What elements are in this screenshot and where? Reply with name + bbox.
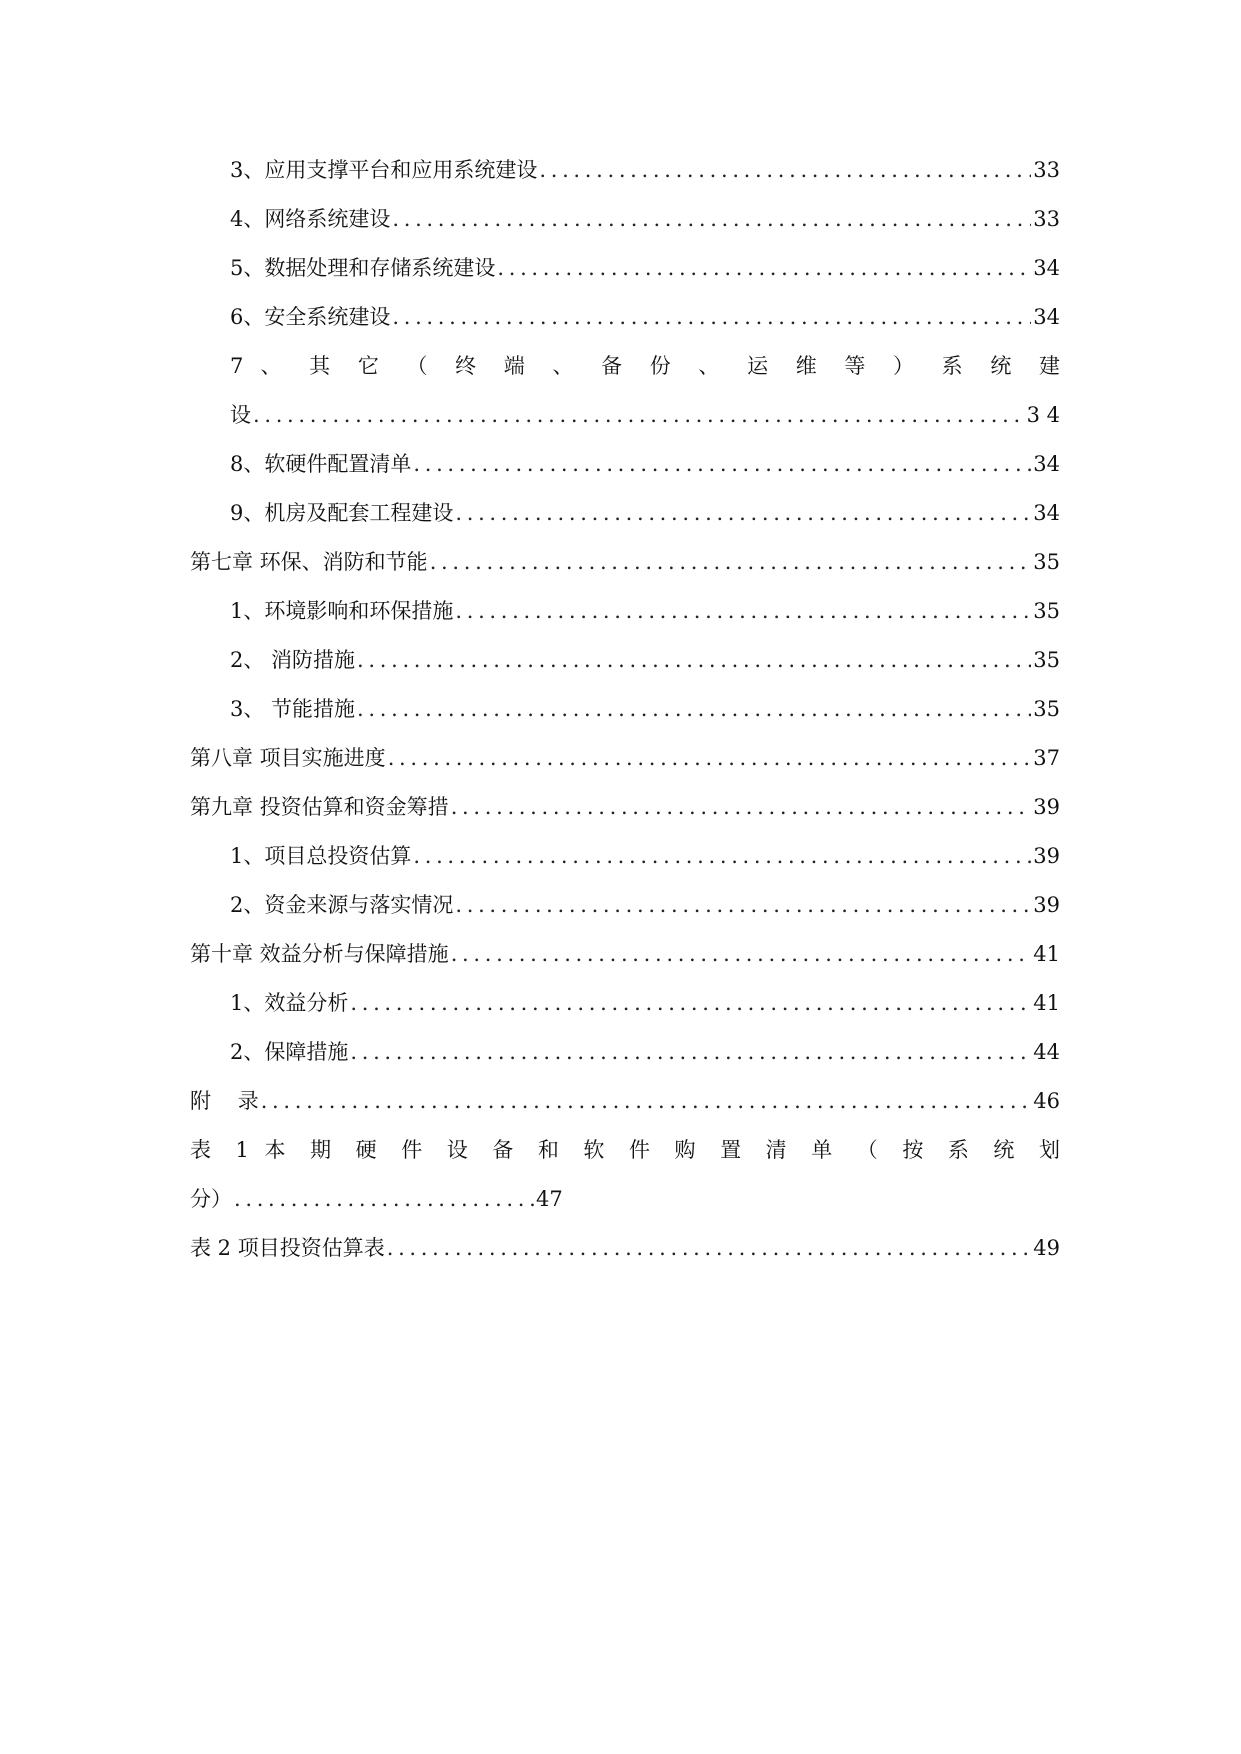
toc-entry[interactable]	[190, 244, 1060, 293]
toc-entry[interactable]	[190, 587, 1060, 636]
toc-entry-title: 1、项目总投资估算	[230, 844, 412, 868]
toc-entry-title: 2、资金来源与落实情况	[230, 893, 454, 917]
toc-entry-title-continued: 分）	[190, 1187, 232, 1211]
toc-entry-page: 46	[1033, 1089, 1060, 1113]
toc-entry-title: 6、安全系统建设	[230, 305, 391, 329]
toc-entry-title: 2、 消防措施	[230, 648, 356, 672]
toc-entry-title: 7 、 其 它 （ 终 端 、 备 份 、 运 维 等 ） 系 统 建	[230, 354, 1060, 378]
toc-dot-leader	[388, 734, 1032, 783]
toc-entry-wrapped-line1[interactable]	[190, 342, 1060, 391]
toc-entry-title: 3、应用支撑平台和应用系统建设	[230, 158, 538, 182]
toc-entry[interactable]	[190, 489, 1060, 538]
toc-entry-page: 33	[1033, 207, 1060, 231]
toc-entry[interactable]	[190, 881, 1060, 930]
toc-entry-wrapped-line1[interactable]	[190, 1126, 1060, 1175]
toc-entry-page: 3 4	[1026, 403, 1060, 427]
toc-entry-page: 35	[1033, 550, 1060, 574]
toc-entry-title: 第七章 环保、消防和节能	[190, 550, 428, 574]
toc-entry-page: 34	[1033, 256, 1060, 280]
toc-dot-leader	[539, 146, 1031, 195]
toc-entry-page: 35	[1033, 697, 1060, 721]
toc-entry-title: 1、效益分析	[230, 991, 349, 1015]
table-of-contents	[190, 146, 1060, 1273]
toc-entry-page: 35	[1033, 648, 1060, 672]
toc-dot-leader	[455, 489, 1031, 538]
toc-dot-leader	[413, 832, 1031, 881]
toc-entry-title: 4、网络系统建设	[230, 207, 391, 231]
toc-entry-page: 39	[1033, 795, 1060, 819]
toc-entry[interactable]	[190, 146, 1060, 195]
toc-dot-leader	[455, 587, 1031, 636]
toc-entry-title: 2、保障措施	[230, 1040, 349, 1064]
toc-entry-page: 34	[1033, 501, 1060, 525]
toc-dot-leader	[455, 881, 1031, 930]
toc-entry[interactable]	[190, 195, 1060, 244]
toc-entry-page: 34	[1033, 305, 1060, 329]
toc-dot-leader	[261, 1077, 1032, 1126]
toc-entry-title: 表 2 项目投资估算表	[190, 1236, 385, 1260]
toc-entry-title: 第八章 项目实施进度	[190, 746, 386, 770]
toc-entry-title: 第九章 投资估算和资金筹措	[190, 795, 449, 819]
toc-entry-title: 5、数据处理和存储系统建设	[230, 256, 496, 280]
toc-dot-leader	[387, 1224, 1032, 1273]
toc-dot-leader	[430, 538, 1032, 587]
toc-chapter-entry[interactable]	[190, 783, 1060, 832]
toc-entry[interactable]	[190, 293, 1060, 342]
toc-dot-leader	[350, 979, 1031, 1028]
toc-entry-page: 41	[1033, 942, 1060, 966]
toc-dot-leader	[357, 685, 1031, 734]
toc-chapter-entry[interactable]	[190, 1077, 1060, 1126]
toc-entry-page: 37	[1033, 746, 1060, 770]
toc-entry-title: 第十章 效益分析与保障措施	[190, 942, 449, 966]
toc-chapter-entry[interactable]	[190, 930, 1060, 979]
toc-entry-title: 表 1 本 期 硬 件 设 备 和 软 件 购 置 清 单 （ 按 系 统 划	[190, 1138, 1060, 1162]
toc-entry-title: 8、软硬件配置清单	[230, 452, 412, 476]
toc-entry[interactable]	[190, 979, 1060, 1028]
toc-entry-page: 39	[1033, 893, 1060, 917]
toc-dot-leader	[357, 636, 1031, 685]
toc-dot-leader	[451, 930, 1032, 979]
toc-entry[interactable]	[190, 636, 1060, 685]
toc-entry-page: 34	[1033, 452, 1060, 476]
toc-dot-leader	[497, 244, 1031, 293]
toc-entry-page: 39	[1033, 844, 1060, 868]
toc-dot-leader	[392, 293, 1031, 342]
toc-dot-leader	[234, 1175, 534, 1224]
toc-entry[interactable]	[190, 440, 1060, 489]
toc-entry[interactable]	[190, 1028, 1060, 1077]
toc-entry-title: 1、环境影响和环保措施	[230, 599, 454, 623]
toc-chapter-entry[interactable]	[190, 538, 1060, 587]
toc-entry-page: 33	[1033, 158, 1060, 182]
toc-entry-page: 49	[1033, 1236, 1060, 1260]
toc-entry-wrapped-line2[interactable]	[190, 391, 1060, 440]
toc-dot-leader	[253, 391, 1025, 440]
toc-entry-page: 44	[1033, 1040, 1060, 1064]
toc-entry-title: 附 录	[190, 1089, 259, 1113]
toc-entry-title: 3、 节能措施	[230, 697, 356, 721]
toc-entry-wrapped-line2[interactable]	[190, 1175, 1060, 1224]
toc-entry-title-continued: 设	[230, 403, 251, 427]
toc-entry-page: 35	[1033, 599, 1060, 623]
toc-dot-leader	[392, 195, 1031, 244]
toc-entry-title: 9、机房及配套工程建设	[230, 501, 454, 525]
toc-entry[interactable]	[190, 1224, 1060, 1273]
toc-chapter-entry[interactable]	[190, 734, 1060, 783]
toc-entry[interactable]	[190, 685, 1060, 734]
toc-entry[interactable]	[190, 832, 1060, 881]
toc-dot-leader	[451, 783, 1032, 832]
toc-dot-leader	[413, 440, 1031, 489]
toc-entry-page: 47	[536, 1187, 563, 1211]
toc-entry-page: 41	[1033, 991, 1060, 1015]
toc-dot-leader	[350, 1028, 1031, 1077]
